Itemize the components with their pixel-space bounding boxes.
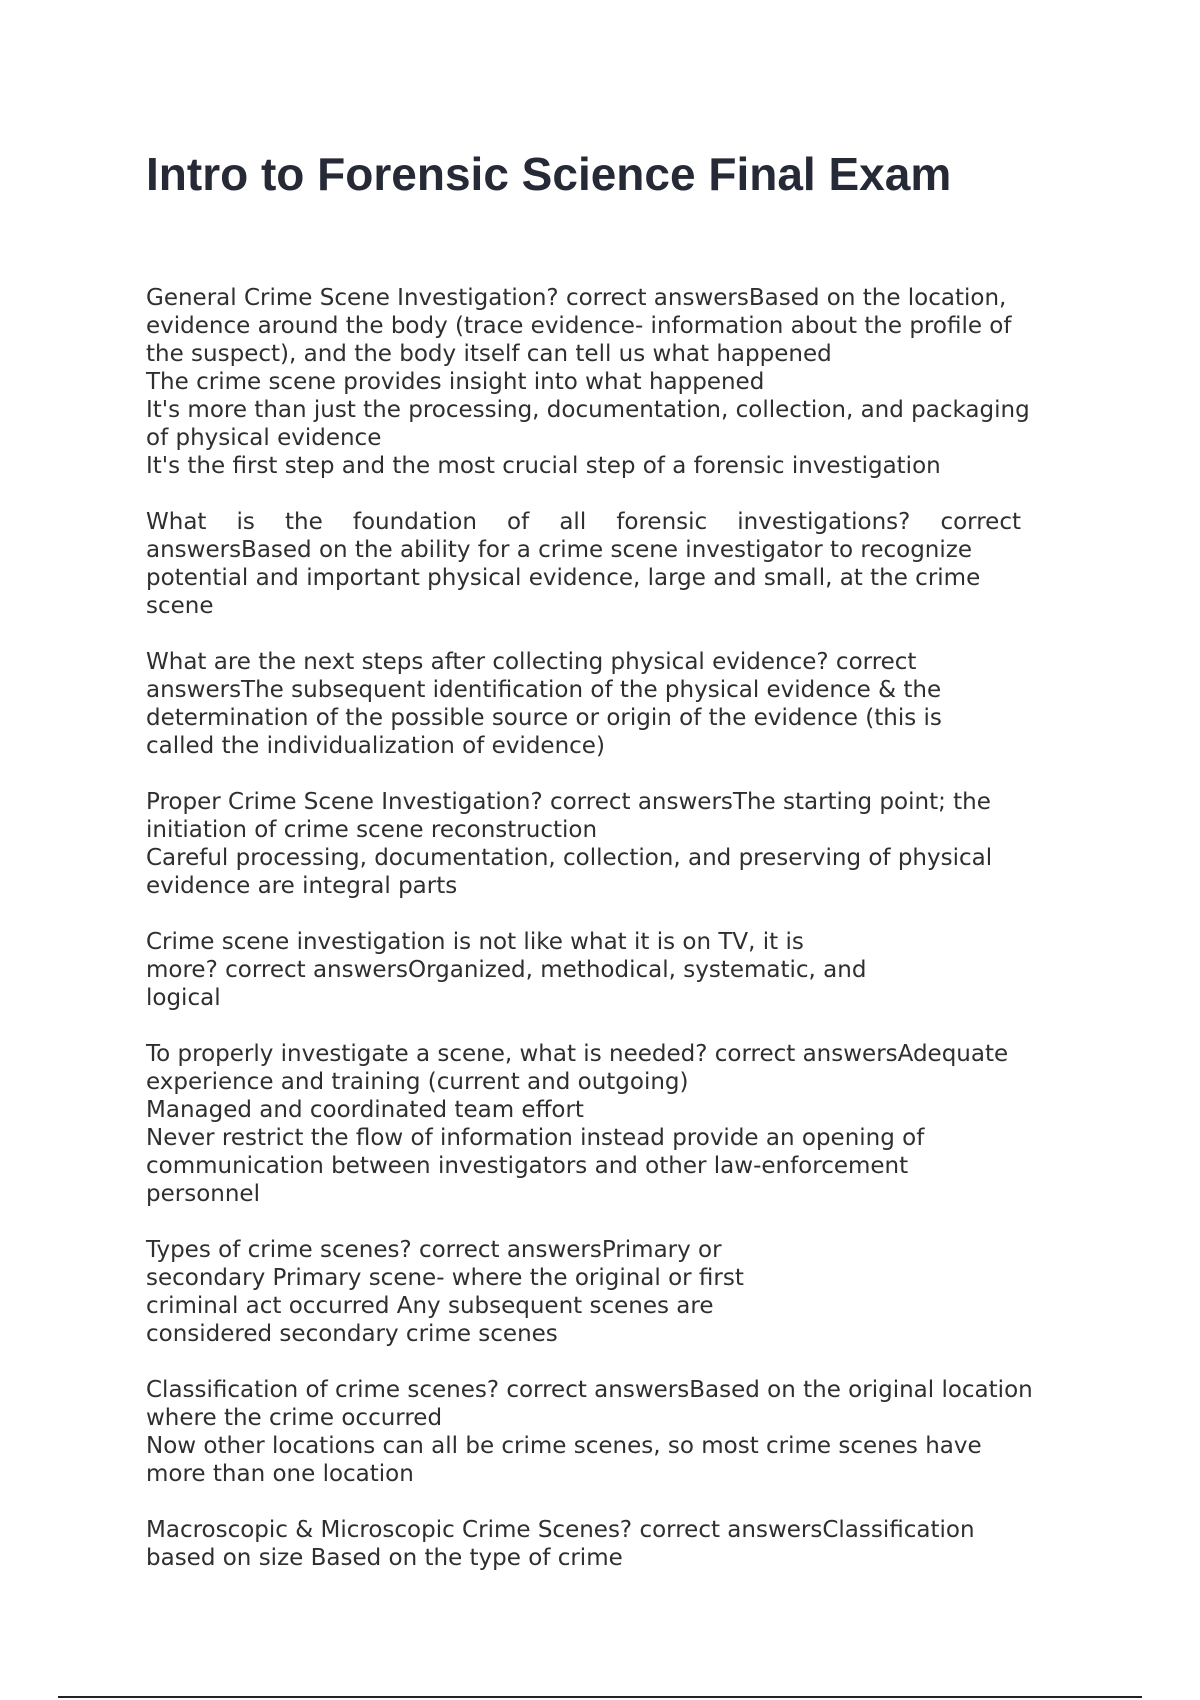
text-line: Never restrict the flow of information instead provide an opening of bbox=[146, 1125, 925, 1151]
text-line: General Crime Scene Investigation? correct answersBased on the location, bbox=[146, 285, 1007, 311]
text-line: based on size Based on the type of crime bbox=[146, 1545, 623, 1571]
text-line: To properly investigate a scene, what is needed? correct answersAdequate bbox=[146, 1041, 1009, 1067]
text-line: communication between investigators and other law-enforcement bbox=[146, 1153, 909, 1179]
qa-entry-proper-csi bbox=[146, 788, 1086, 900]
text-line: personnel bbox=[146, 1181, 260, 1207]
text-line: scene bbox=[146, 593, 214, 619]
page-title: Intro to Forensic Science Final Exam bbox=[146, 148, 952, 200]
text-line: where the crime occurred bbox=[146, 1405, 443, 1431]
text-line: What are the next steps after collecting physical evidence? correct bbox=[146, 649, 917, 675]
text-line: It's more than just the processing, documentation, collection, and packaging bbox=[146, 397, 1030, 423]
text-line: Classification of crime scenes? correct answersBased on the original location bbox=[146, 1377, 1033, 1403]
text-line: of physical evidence bbox=[146, 425, 382, 451]
text-line: Proper Crime Scene Investigation? correct answersThe starting point; the bbox=[146, 789, 991, 815]
text-line: called the individualization of evidence) bbox=[146, 733, 605, 759]
qa-entry-next-steps bbox=[146, 648, 1086, 760]
text-line: It's the first step and the most crucial step of a forensic investigation bbox=[146, 453, 941, 479]
text-line: answersBased on the ability for a crime scene investigator to recognize bbox=[146, 537, 972, 563]
text-line: evidence are integral parts bbox=[146, 873, 458, 899]
qa-entry-types bbox=[146, 1236, 1086, 1348]
text-line: answersThe subsequent identification of the physical evidence & the bbox=[146, 677, 942, 703]
text-line: more? correct answersOrganized, methodical, systematic, and bbox=[146, 957, 867, 983]
text-line: logical bbox=[146, 985, 221, 1011]
qa-entry-not-like-tv bbox=[146, 928, 1086, 1012]
qa-entry-general-csi bbox=[146, 284, 1086, 480]
text-line: Careful processing, documentation, collection, and preserving of physical bbox=[146, 845, 993, 871]
qa-entry-foundation bbox=[146, 508, 1086, 620]
text-line: experience and training (current and outgoing) bbox=[146, 1069, 689, 1095]
qa-entry-macro-micro bbox=[146, 1516, 1086, 1572]
qa-entry-classification bbox=[146, 1376, 1086, 1488]
text-line: potential and important physical evidence, large and small, at the crime bbox=[146, 565, 981, 591]
qa-entry-what-is-needed bbox=[146, 1040, 1086, 1208]
text-line: The crime scene provides insight into what happened bbox=[146, 369, 765, 395]
qa-list bbox=[146, 284, 1086, 1600]
text-line: more than one location bbox=[146, 1461, 414, 1487]
text-line: criminal act occurred Any subsequent scenes are bbox=[146, 1293, 714, 1319]
text-line: Macroscopic & Microscopic Crime Scenes? correct answersClassification bbox=[146, 1517, 975, 1543]
footer-divider bbox=[58, 1696, 1142, 1698]
text-line: secondary Primary scene- where the original or first bbox=[146, 1265, 744, 1291]
text-line: considered secondary crime scenes bbox=[146, 1321, 558, 1347]
text-line: initiation of crime scene reconstruction bbox=[146, 817, 598, 843]
text-line: Types of crime scenes? correct answersPrimary or bbox=[146, 1237, 722, 1263]
text-line: the suspect), and the body itself can tell us what happened bbox=[146, 341, 832, 367]
text-line: What is the foundation of all forensic investigations? correct bbox=[146, 509, 1021, 535]
text-line: Managed and coordinated team effort bbox=[146, 1097, 584, 1123]
text-line: evidence around the body (trace evidence- information about the profile of bbox=[146, 313, 1012, 339]
text-line: Crime scene investigation is not like what it is on TV, it is bbox=[146, 929, 804, 955]
text-line: Now other locations can all be crime scenes, so most crime scenes have bbox=[146, 1433, 982, 1459]
text-line: determination of the possible source or origin of the evidence (this is bbox=[146, 705, 942, 731]
